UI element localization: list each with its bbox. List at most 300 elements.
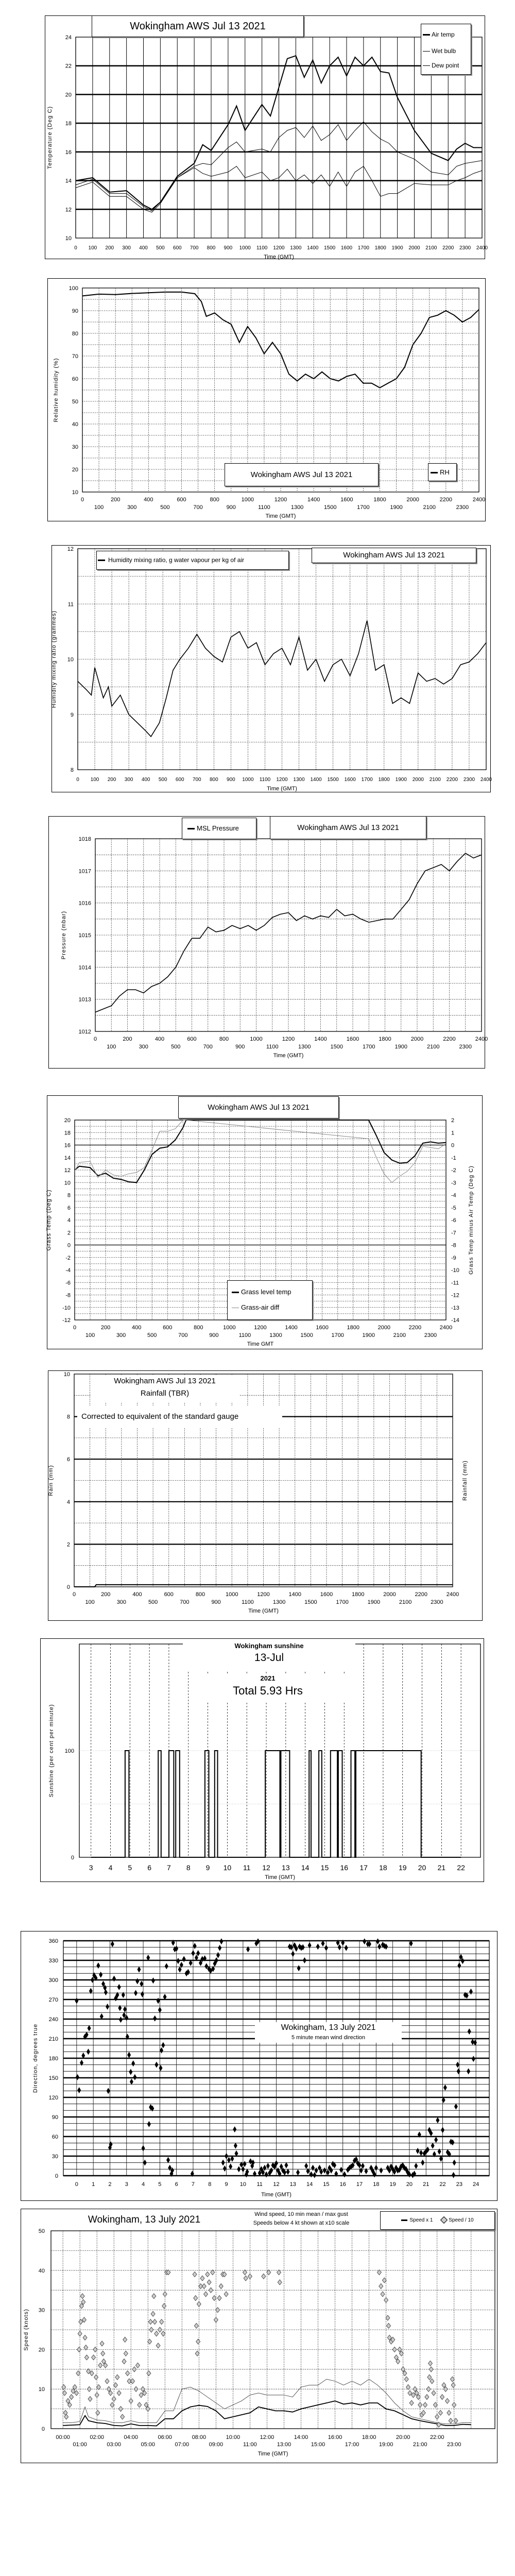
svg-text:180: 180 [48, 2056, 58, 2062]
svg-text:2400: 2400 [475, 1036, 488, 1042]
svg-text:1800: 1800 [374, 245, 386, 251]
svg-text:4: 4 [67, 1217, 71, 1224]
svg-text:2300: 2300 [456, 504, 469, 511]
svg-text:1600: 1600 [316, 1325, 329, 1331]
legend-label: MSL Pressure [197, 824, 239, 832]
svg-text:-4: -4 [65, 1267, 71, 1274]
svg-text:19: 19 [398, 1863, 407, 1872]
svg-text:13: 13 [289, 2181, 296, 2188]
svg-text:400: 400 [141, 777, 150, 783]
svg-text:Grass Temp (Deg C): Grass Temp (Deg C) [46, 1189, 52, 1251]
svg-text:10: 10 [63, 1371, 70, 1378]
svg-text:500: 500 [171, 1044, 181, 1050]
svg-text:400: 400 [154, 1036, 165, 1042]
svg-text:0: 0 [74, 245, 77, 251]
svg-text:1600: 1600 [340, 497, 353, 503]
svg-text:16:00: 16:00 [328, 2434, 342, 2441]
svg-text:200: 200 [101, 1591, 111, 1598]
svg-text:90: 90 [72, 308, 78, 314]
svg-text:Grass Temp minus Air Temp (Deg: Grass Temp minus Air Temp (Deg C) [468, 1165, 474, 1275]
svg-text:0: 0 [73, 1325, 77, 1331]
svg-text:20:00: 20:00 [396, 2434, 410, 2441]
svg-text:1900: 1900 [390, 504, 403, 511]
svg-text:800: 800 [194, 1325, 203, 1331]
wind-speed-subtitle-block [234, 2210, 368, 2228]
svg-text:16: 16 [339, 2181, 346, 2188]
svg-text:800: 800 [195, 1591, 205, 1598]
svg-text:70: 70 [72, 353, 78, 360]
svg-text:1900: 1900 [394, 1044, 407, 1050]
svg-text:Sunshine (per cent per minute): Sunshine (per cent per minute) [48, 1704, 55, 1798]
svg-text:1400: 1400 [307, 245, 319, 251]
svg-text:09:00: 09:00 [209, 2442, 224, 2448]
svg-text:-10: -10 [451, 1267, 459, 1274]
svg-text:18: 18 [379, 1863, 387, 1872]
svg-text:14:00: 14:00 [294, 2434, 308, 2441]
svg-text:-6: -6 [451, 1217, 456, 1224]
svg-text:0: 0 [80, 497, 84, 503]
svg-text:11: 11 [67, 601, 74, 608]
svg-text:-8: -8 [65, 1292, 71, 1299]
svg-text:-2: -2 [451, 1167, 456, 1174]
svg-text:40: 40 [72, 421, 78, 428]
svg-text:Time (GMT): Time (GMT) [258, 2451, 288, 2457]
svg-text:Rain (mm): Rain (mm) [48, 1465, 54, 1496]
svg-text:900: 900 [211, 1599, 221, 1605]
svg-text:1300: 1300 [272, 1599, 286, 1605]
svg-text:19: 19 [389, 2181, 396, 2188]
svg-text:1100: 1100 [259, 777, 271, 783]
svg-text:330: 330 [48, 1958, 58, 1964]
svg-text:700: 700 [193, 504, 203, 511]
svg-text:120: 120 [48, 2095, 58, 2101]
svg-text:1400: 1400 [310, 777, 322, 783]
svg-text:5: 5 [128, 1863, 132, 1872]
pressure-title: Wokingham AWS Jul 13 2021 [297, 823, 399, 832]
svg-text:500: 500 [156, 245, 165, 251]
svg-text:400: 400 [144, 497, 153, 503]
sunshine-title: Wokingham sunshine [234, 1642, 304, 1650]
svg-text:600: 600 [164, 1591, 174, 1598]
svg-text:1500: 1500 [324, 504, 337, 511]
svg-text:1700: 1700 [336, 1599, 349, 1605]
svg-text:2100: 2100 [399, 1599, 412, 1605]
svg-text:0: 0 [451, 1142, 455, 1149]
svg-text:19:00: 19:00 [379, 2442, 393, 2448]
svg-text:Humidity mixing ratio (grammes: Humidity mixing ratio (grammes) [51, 610, 57, 708]
svg-text:200: 200 [100, 1325, 111, 1331]
svg-text:6: 6 [147, 1863, 152, 1872]
svg-text:2000: 2000 [408, 245, 420, 251]
svg-text:4: 4 [66, 1499, 70, 1505]
svg-text:60: 60 [52, 2134, 58, 2140]
svg-text:6: 6 [67, 1205, 71, 1211]
svg-text:100: 100 [90, 777, 99, 783]
legend-label: Humidity mixing ratio, g water vapour per kg of air [108, 556, 245, 564]
svg-text:Time (GMT): Time (GMT) [265, 513, 296, 519]
svg-text:300: 300 [48, 1977, 58, 1984]
svg-text:-10: -10 [62, 1304, 71, 1311]
svg-text:1800: 1800 [352, 1591, 365, 1598]
svg-text:6: 6 [175, 2181, 178, 2188]
svg-text:30: 30 [38, 2307, 45, 2314]
svg-text:0: 0 [76, 777, 79, 783]
svg-text:14: 14 [301, 1863, 310, 1872]
svg-text:1200: 1200 [273, 245, 285, 251]
svg-text:80: 80 [72, 331, 78, 337]
svg-text:03:00: 03:00 [107, 2442, 121, 2448]
svg-text:Pressure (mbar): Pressure (mbar) [61, 910, 67, 960]
svg-text:0: 0 [93, 1036, 97, 1042]
svg-text:1600: 1600 [320, 1591, 333, 1598]
svg-text:300: 300 [116, 1599, 127, 1605]
legend-label: RH [440, 468, 450, 476]
svg-text:1017: 1017 [78, 868, 91, 875]
svg-text:400: 400 [131, 1325, 142, 1331]
svg-text:1600: 1600 [346, 1036, 359, 1042]
svg-text:200: 200 [105, 245, 114, 251]
svg-text:7: 7 [167, 1863, 171, 1872]
legend-label: Dew point [432, 62, 459, 69]
svg-text:08:00: 08:00 [192, 2434, 207, 2441]
svg-text:-2: -2 [65, 1255, 71, 1261]
svg-text:4: 4 [108, 1863, 113, 1872]
svg-text:1100: 1100 [238, 1332, 251, 1338]
svg-text:2100: 2100 [425, 245, 437, 251]
legend-label: Air temp [432, 31, 455, 38]
svg-text:21: 21 [437, 1863, 446, 1872]
svg-text:600: 600 [177, 497, 186, 503]
svg-text:8: 8 [208, 2181, 212, 2188]
svg-text:1: 1 [92, 2181, 95, 2188]
wind-direction-title: Wokingham, 13 July 2021 [281, 2023, 376, 2032]
svg-text:2300: 2300 [463, 777, 475, 783]
svg-text:Speed (knots): Speed (knots) [23, 2309, 29, 2351]
svg-text:Time (GMT): Time (GMT) [267, 786, 297, 792]
svg-text:16: 16 [64, 1142, 71, 1149]
svg-text:0: 0 [66, 1584, 70, 1590]
svg-text:2100: 2100 [429, 777, 441, 783]
svg-text:12: 12 [262, 1863, 270, 1872]
svg-text:12: 12 [273, 2181, 280, 2188]
svg-text:0: 0 [72, 1591, 76, 1598]
svg-text:300: 300 [139, 1044, 148, 1050]
svg-text:1800: 1800 [347, 1325, 359, 1331]
svg-text:0: 0 [71, 1855, 74, 1861]
svg-text:500: 500 [148, 1599, 158, 1605]
svg-text:22: 22 [457, 1863, 465, 1872]
svg-text:700: 700 [203, 1044, 213, 1050]
svg-text:05:00: 05:00 [141, 2442, 156, 2448]
svg-text:-11: -11 [451, 1280, 459, 1286]
svg-text:Rainfall (mm): Rainfall (mm) [462, 1460, 468, 1501]
svg-text:1800: 1800 [378, 777, 390, 783]
legend-label: Grass-air diff [241, 1303, 280, 1311]
svg-text:3: 3 [89, 1863, 93, 1872]
svg-text:30: 30 [72, 444, 78, 450]
svg-text:10:00: 10:00 [226, 2434, 241, 2441]
svg-text:Time (GMT): Time (GMT) [261, 2192, 291, 2198]
sunshine-total: Total 5.93 Hrs [233, 1684, 303, 1697]
svg-text:-12: -12 [62, 1317, 71, 1324]
svg-text:2000: 2000 [377, 1325, 391, 1331]
svg-text:900: 900 [224, 245, 233, 251]
svg-text:1500: 1500 [327, 777, 339, 783]
svg-text:2100: 2100 [427, 1044, 440, 1050]
svg-text:12: 12 [67, 546, 74, 552]
svg-text:1100: 1100 [256, 245, 268, 251]
svg-text:10: 10 [38, 2386, 45, 2393]
svg-text:700: 700 [180, 1599, 190, 1605]
svg-text:15:00: 15:00 [311, 2442, 325, 2448]
speed-div10-diamond-icon [440, 2216, 448, 2224]
svg-text:1300: 1300 [290, 245, 302, 251]
svg-text:1000: 1000 [242, 777, 254, 783]
svg-text:2200: 2200 [443, 1036, 456, 1042]
svg-text:24: 24 [473, 2181, 479, 2188]
svg-text:10: 10 [64, 1180, 71, 1187]
svg-text:1000: 1000 [223, 1325, 236, 1331]
svg-text:900: 900 [235, 1044, 245, 1050]
svg-text:2200: 2200 [415, 1591, 427, 1598]
svg-text:2100: 2100 [423, 504, 436, 511]
svg-text:21:00: 21:00 [413, 2442, 427, 2448]
svg-text:-3: -3 [451, 1180, 456, 1187]
svg-text:800: 800 [219, 1036, 229, 1042]
svg-text:300: 300 [127, 504, 137, 511]
svg-text:10: 10 [223, 1863, 232, 1872]
svg-text:11:00: 11:00 [243, 2442, 257, 2448]
svg-text:1800: 1800 [379, 1036, 391, 1042]
svg-text:22: 22 [65, 63, 72, 70]
svg-text:3: 3 [125, 2181, 128, 2188]
svg-text:100: 100 [94, 504, 104, 511]
svg-text:07:00: 07:00 [175, 2442, 190, 2448]
svg-text:1012: 1012 [78, 1029, 91, 1035]
svg-text:900: 900 [227, 777, 235, 783]
svg-text:1300: 1300 [293, 777, 305, 783]
svg-text:1700: 1700 [363, 1044, 375, 1050]
svg-text:2400: 2400 [480, 777, 492, 783]
svg-text:20: 20 [72, 467, 78, 473]
svg-text:-5: -5 [451, 1205, 456, 1211]
svg-text:600: 600 [175, 777, 184, 783]
svg-text:700: 700 [190, 245, 199, 251]
svg-text:400: 400 [139, 245, 148, 251]
svg-text:200: 200 [110, 497, 121, 503]
svg-text:10: 10 [239, 2181, 247, 2188]
svg-text:8: 8 [70, 767, 74, 773]
svg-text:18:00: 18:00 [362, 2434, 376, 2441]
svg-text:02:00: 02:00 [90, 2434, 104, 2441]
svg-text:50: 50 [72, 399, 78, 405]
svg-text:2200: 2200 [439, 497, 453, 503]
sunshine-year: 2021 [260, 1674, 276, 1682]
svg-text:2300: 2300 [424, 1332, 437, 1338]
svg-text:1200: 1200 [257, 1591, 270, 1598]
svg-text:1000: 1000 [250, 1036, 263, 1042]
svg-text:13: 13 [282, 1863, 290, 1872]
svg-text:Time (GMT): Time (GMT) [273, 1053, 304, 1059]
svg-text:Temperature (Deg C): Temperature (Deg C) [47, 106, 53, 170]
svg-text:2400: 2400 [476, 245, 488, 251]
svg-text:800: 800 [207, 245, 216, 251]
svg-text:150: 150 [48, 2075, 58, 2081]
wind-speed-legend [380, 2211, 495, 2230]
svg-text:17: 17 [356, 2181, 363, 2188]
svg-text:800: 800 [210, 497, 219, 503]
svg-text:1016: 1016 [78, 900, 91, 907]
svg-text:8: 8 [67, 1192, 71, 1199]
svg-text:1500: 1500 [304, 1599, 317, 1605]
svg-text:1800: 1800 [373, 497, 386, 503]
svg-text:00:00: 00:00 [56, 2434, 70, 2441]
svg-text:300: 300 [124, 777, 133, 783]
humidity-title: Wokingham AWS Jul 13 2021 [250, 470, 353, 479]
svg-text:11: 11 [243, 1863, 251, 1872]
svg-text:20: 20 [418, 1863, 426, 1872]
svg-text:2300: 2300 [459, 245, 471, 251]
svg-text:600: 600 [163, 1325, 173, 1331]
svg-text:2400: 2400 [439, 1325, 453, 1331]
svg-text:17:00: 17:00 [345, 2442, 359, 2448]
svg-text:1100: 1100 [266, 1044, 279, 1050]
svg-text:1200: 1200 [274, 497, 287, 503]
svg-text:100: 100 [64, 1748, 74, 1754]
legend-label: Speed / 10 [449, 2217, 474, 2223]
svg-text:10: 10 [65, 235, 72, 242]
svg-text:1700: 1700 [331, 1332, 344, 1338]
svg-text:Time (GMT): Time (GMT) [264, 254, 294, 260]
svg-text:1300: 1300 [269, 1332, 282, 1338]
svg-text:1700: 1700 [361, 777, 373, 783]
svg-text:11: 11 [256, 2181, 263, 2188]
svg-text:90: 90 [52, 2114, 58, 2121]
wind-speed-subtitle2: Speeds below 4 kt shown at x10 scale [253, 2220, 350, 2226]
svg-text:Time GMT: Time GMT [247, 1341, 274, 1347]
svg-text:800: 800 [209, 777, 218, 783]
speed-x1-swatch-icon [401, 2219, 407, 2221]
svg-text:2300: 2300 [459, 1044, 472, 1050]
svg-text:300: 300 [116, 1332, 126, 1338]
svg-text:2200: 2200 [446, 777, 458, 783]
svg-text:1500: 1500 [330, 1044, 343, 1050]
svg-text:40: 40 [38, 2267, 45, 2274]
svg-text:06:00: 06:00 [158, 2434, 173, 2441]
svg-text:01:00: 01:00 [73, 2442, 87, 2448]
svg-text:Direction, degrees true: Direction, degrees true [32, 2023, 39, 2093]
svg-text:23: 23 [456, 2181, 462, 2188]
wind-speed-subtitle: Wind speed, 10 min mean / max gust [254, 2211, 348, 2217]
svg-text:18: 18 [64, 1130, 71, 1137]
svg-text:10: 10 [72, 489, 78, 496]
svg-text:1100: 1100 [258, 504, 270, 511]
svg-text:1900: 1900 [395, 777, 407, 783]
svg-text:240: 240 [48, 2016, 58, 2023]
grass-temp-title: Wokingham AWS Jul 13 2021 [208, 1103, 310, 1112]
svg-text:0: 0 [75, 2181, 78, 2188]
svg-text:30: 30 [52, 2154, 58, 2160]
svg-text:20: 20 [38, 2347, 45, 2353]
svg-text:22: 22 [439, 2181, 446, 2188]
svg-text:1014: 1014 [78, 964, 91, 971]
svg-text:100: 100 [85, 1599, 95, 1605]
svg-text:9: 9 [205, 1863, 210, 1872]
svg-text:1200: 1200 [254, 1325, 267, 1331]
svg-text:-4: -4 [451, 1192, 456, 1199]
svg-text:1013: 1013 [78, 996, 91, 1003]
rainfall-title: Wokingham AWS Jul 13 2021 [114, 1377, 216, 1385]
svg-text:1: 1 [451, 1130, 455, 1137]
svg-text:18: 18 [65, 121, 72, 127]
svg-text:2: 2 [108, 2181, 112, 2188]
svg-text:100: 100 [107, 1044, 116, 1050]
svg-text:16: 16 [340, 1863, 349, 1872]
wind-direction-subtitle: 5 minute mean wind direction [291, 2035, 366, 2041]
svg-text:1600: 1600 [344, 777, 356, 783]
svg-text:-1: -1 [451, 1155, 456, 1161]
svg-text:23:00: 23:00 [447, 2442, 461, 2448]
svg-text:400: 400 [132, 1591, 142, 1598]
svg-text:12: 12 [65, 207, 72, 213]
svg-text:14: 14 [65, 178, 72, 184]
svg-text:17: 17 [359, 1863, 368, 1872]
legend-label: Grass level temp [241, 1288, 291, 1296]
svg-text:04:00: 04:00 [124, 2434, 138, 2441]
svg-text:100: 100 [85, 1332, 95, 1338]
svg-text:0: 0 [55, 2173, 58, 2179]
svg-text:360: 360 [48, 1938, 58, 1944]
svg-text:8: 8 [186, 1863, 191, 1872]
svg-text:500: 500 [147, 1332, 157, 1338]
svg-text:100: 100 [88, 245, 97, 251]
svg-text:13:00: 13:00 [277, 2442, 291, 2448]
svg-text:1000: 1000 [226, 1591, 238, 1598]
svg-text:0: 0 [41, 2426, 45, 2432]
svg-text:600: 600 [187, 1036, 197, 1042]
svg-text:1500: 1500 [324, 245, 336, 251]
svg-text:6: 6 [66, 1456, 70, 1463]
svg-text:15: 15 [320, 1863, 329, 1872]
svg-text:2400: 2400 [446, 1591, 459, 1598]
svg-text:2200: 2200 [442, 245, 454, 251]
svg-text:9: 9 [70, 711, 74, 718]
svg-text:300: 300 [122, 245, 131, 251]
svg-text:2000: 2000 [383, 1591, 396, 1598]
svg-text:900: 900 [209, 1332, 219, 1338]
svg-text:12:00: 12:00 [260, 2434, 274, 2441]
svg-text:1700: 1700 [357, 504, 370, 511]
svg-text:14: 14 [64, 1155, 71, 1161]
svg-text:1015: 1015 [78, 933, 91, 939]
svg-text:10: 10 [67, 656, 74, 663]
mixing-ratio-title: Wokingham AWS Jul 13 2021 [343, 551, 445, 560]
svg-text:2100: 2100 [393, 1332, 406, 1338]
svg-text:12: 12 [64, 1167, 71, 1174]
svg-text:60: 60 [72, 376, 78, 382]
svg-text:2200: 2200 [408, 1325, 422, 1331]
svg-text:270: 270 [48, 1997, 58, 2003]
svg-text:1700: 1700 [357, 245, 369, 251]
svg-text:1400: 1400 [288, 1591, 301, 1598]
temperature-title: Wokingham AWS Jul 13 2021 [130, 21, 266, 32]
svg-text:500: 500 [160, 504, 170, 511]
svg-text:20: 20 [64, 1117, 71, 1124]
svg-text:-9: -9 [451, 1255, 456, 1261]
svg-text:22:00: 22:00 [430, 2434, 444, 2441]
svg-text:24: 24 [65, 35, 72, 41]
svg-text:50: 50 [38, 2228, 45, 2234]
